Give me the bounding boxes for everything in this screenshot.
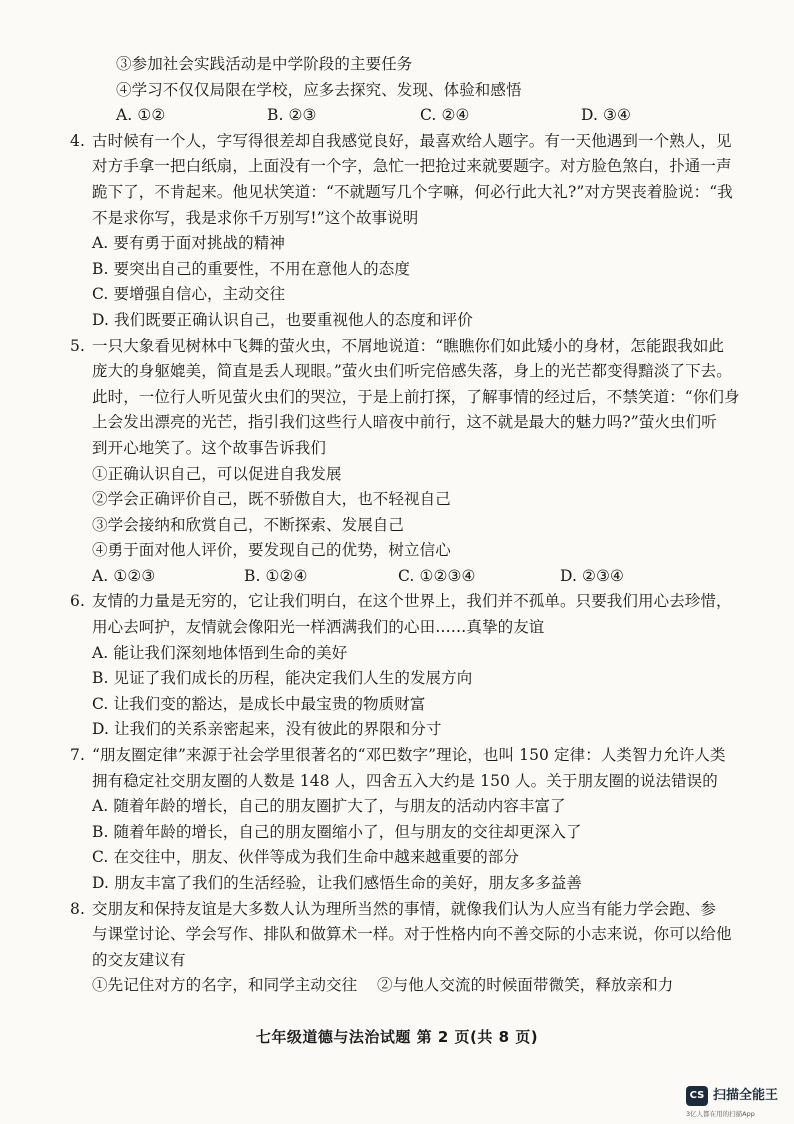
q5-answer-a[interactable]: A. ①②③	[92, 566, 156, 585]
q5-answer-c[interactable]: C. ①②③④	[398, 566, 476, 585]
q4-stem-line-2: 对方手拿一把白纸扇，上面没有一个字，急忙一把抢过来就要题字。对方脸色煞白，扑通一声	[92, 157, 732, 176]
scanner-tagline: 3亿人都在用的扫描App	[686, 1110, 755, 1118]
q5-stem-line-4: 上会发出漂亮的光芒，指引我们这些行人暗夜中前行，这不就是最大的魅力吗?”萤火虫们听	[92, 413, 717, 432]
q5-stem-line-3: 此时，一位行人听见萤火虫们的哭泣，于是上前打探，了解事情的经过后，不禁笑道：“你们身	[92, 387, 740, 406]
q6-option-b[interactable]: B. 见证了我们成长的历程，能决定我们人生的发展方向	[92, 669, 473, 688]
prev-answer-b[interactable]: B. ②③	[267, 106, 317, 125]
q5-answer-d[interactable]: D. ②③④	[560, 566, 625, 585]
q8-stem-line-2: 与课堂讨论、学会写作、排队和做算术一样。对于性格内向不善交际的小志来说，你可以给他	[92, 925, 732, 944]
scanner-watermark	[686, 1082, 794, 1122]
q4-stem-line-3: 跪下了，不肯起来。他见状笑道：“不就题写几个字嘛，何必行此大礼?”对方哭丧着脸说：“我	[92, 182, 733, 201]
q8-stem-line-1: 8. 交朋友和保持友谊是大多数人认为理所当然的事情，就像我们认为人应当有能力学会跑、参	[92, 897, 732, 923]
q8-item-1: ①先记住对方的名字，和同学主动交往	[92, 976, 358, 995]
q4-stem-line-4: 不是求你写，我是求你千万别写!”这个故事说明	[92, 208, 419, 227]
q6-stem-line-1: 6. 友情的力量是无穷的，它让我们明白，在这个世界上，我们并不孤单。只要我们用心去珍惜，	[92, 589, 732, 615]
q7-stem-line-1: 7. “朋友圈定律”来源于社会学里很著名的“邓巴数字”理论，也叫 150 定律：人类智力允许人类	[92, 743, 732, 769]
q5-item-4: ④勇于面对他人评价，要发现自己的优势，树立信心	[92, 541, 451, 560]
prev-answer-choices	[92, 103, 732, 129]
q4-option-a[interactable]: A. 要有勇于面对挑战的精神	[92, 234, 285, 253]
q8-items-row	[92, 973, 732, 999]
q7-option-c[interactable]: C. 在交往中，朋友、伙伴等成为我们生命中越来越重要的部分	[92, 848, 520, 867]
q4-option-b[interactable]: B. 要突出自己的重要性，不用在意他人的态度	[92, 259, 410, 278]
q4-option-c[interactable]: C. 要增强自信心，主动交往	[92, 285, 286, 304]
q7-option-d[interactable]: D. 朋友丰富了我们的生活经验，让我们感悟生命的美好，朋友多多益善	[92, 874, 583, 892]
q4-stem-line-1: 4. 古时候有一个人，字写得很差却自我感觉良好，最喜欢给人题字。有一天他遇到一个熟人，见	[92, 129, 732, 155]
q5-number: 5.	[70, 336, 85, 355]
prev-answer-c[interactable]: C. ②④	[420, 106, 470, 125]
q5-stem-line-2: 庞大的身躯媲美，简直是丢人现眼。”萤火虫们听完倍感失落，身上的光芒都变得黯淡了下去。	[92, 362, 732, 381]
question-content	[70, 52, 740, 999]
q7-option-a[interactable]: A. 随着年龄的增长，自己的朋友圈扩大了，与朋友的活动内容丰富了	[92, 797, 566, 816]
q5-stem-line-5: 到开心地笑了。这个故事告诉我们	[92, 438, 327, 457]
q6-option-d[interactable]: D. 让我们的关系亲密起来，没有彼此的界限和分寸	[92, 720, 442, 739]
q5-item-2: ②学会正确评价自己，既不骄傲自大，也不轻视自己	[92, 490, 451, 509]
prev-option-3: ③参加社会实践活动是中学阶段的主要任务	[116, 55, 413, 73]
scanner-app-name: 扫描全能王	[713, 1088, 779, 1103]
q6-option-c[interactable]: C. 让我们变的豁达，是成长中最宝贵的物质财富	[92, 694, 426, 713]
q7-option-b[interactable]: B. 随着年龄的增长，自己的朋友圈缩小了，但与朋友的交往却更深入了	[92, 822, 582, 841]
q5-answer-choices	[92, 564, 732, 590]
q8-stem-line-3: 的交友建议有	[92, 950, 186, 969]
q5-stem-line-1: 5. 一只大象看见树林中飞舞的萤火虫，不屑地说道：“瞧瞧你们如此矮小的身材，怎能跟我如此	[92, 334, 732, 360]
page-footer: 七年级道德与法治试题 第 2 页(共 8 页)	[255, 1028, 539, 1046]
prev-answer-d[interactable]: D. ③④	[580, 106, 631, 125]
q7-stem-line-2: 拥有稳定社交朋友圈的人数是 148 人，四舍五入大约是 150 人。关于朋友圈的说法错误的	[92, 771, 718, 790]
q4-option-d[interactable]: D. 我们既要正确认识自己，也要重视他人的态度和评价	[92, 310, 473, 329]
q5-item-3: ③学会接纳和欣赏自己，不断探索、发展自己	[92, 515, 405, 534]
q6-number: 6.	[70, 592, 85, 611]
q4-number: 4.	[70, 131, 85, 150]
q5-answer-b[interactable]: B. ①②④	[244, 566, 308, 585]
q5-item-1: ①正确认识自己，可以促进自我发展	[92, 464, 342, 483]
camscanner-logo-icon: CS	[686, 1086, 708, 1106]
q8-number: 8.	[70, 899, 85, 918]
q6-option-a[interactable]: A. 能让我们深刻地体悟到生命的美好	[92, 643, 348, 662]
q6-stem-line-2: 用心去呵护，友情就会像阳光一样洒满我们的心田……真挚的友谊	[92, 618, 545, 637]
prev-option-4: ④学习不仅仅局限在学校，应多去探究、发现、体验和感悟	[116, 80, 522, 99]
q7-number: 7.	[70, 746, 85, 765]
prev-answer-a[interactable]: A. ①②	[116, 106, 166, 125]
q8-item-2: ②与他人交流的时候面带微笑，释放亲和力	[377, 976, 674, 995]
